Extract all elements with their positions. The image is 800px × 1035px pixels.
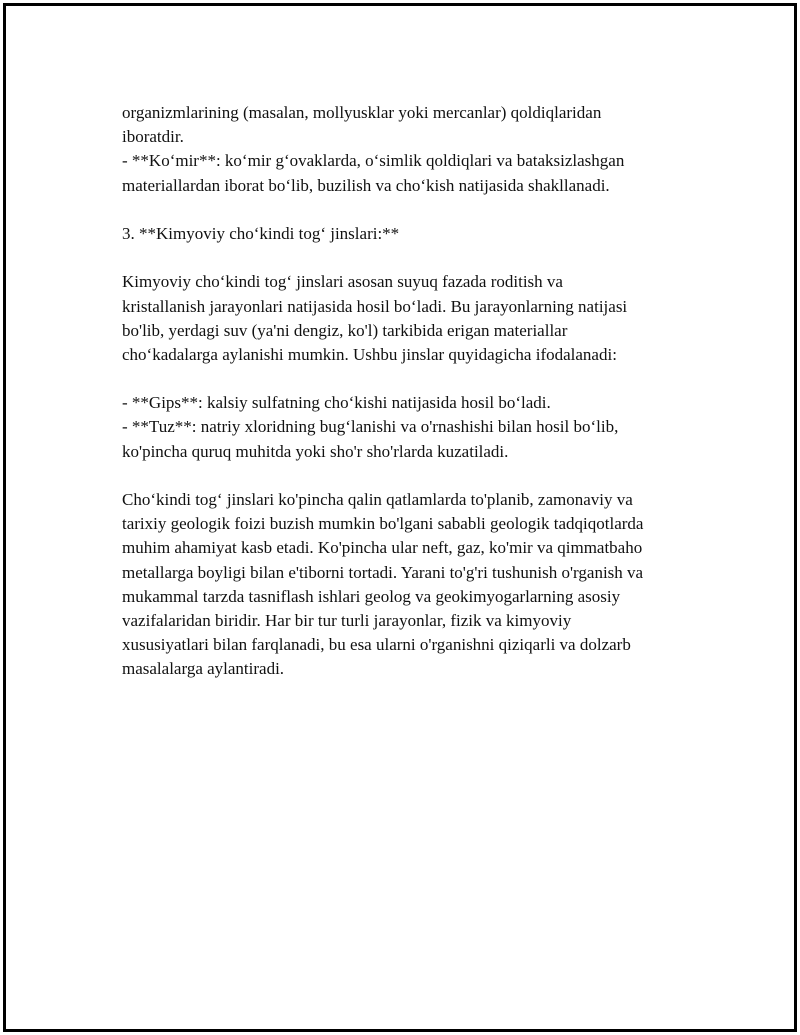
paragraph-spacer (122, 198, 697, 222)
text-line: xususiyatlari bilan farqlanadi, bu esa ularni o'rganishni qiziqarli va dolzarb (122, 635, 631, 655)
text-line: ko'pincha quruq muhitda yoki sho'r sho'rlarda kuzatiladi. (122, 441, 509, 461)
text-line: kristallanish jarayonlari natijasida hosil bo‘ladi. Bu jarayonlarning natijasi (122, 296, 628, 316)
paragraph-kimyoviy-intro (122, 270, 697, 367)
text-line: tarixiy geologik foizi buzish mumkin bo'lgani sababli geologik tadqiqotlarda (122, 514, 644, 534)
paragraph-spacer (122, 246, 697, 270)
list-item: - **Tuz**: natriy xloridning bug‘lanishi va o'rnashishi bilan hosil bo‘lib, (122, 417, 619, 437)
page-frame (3, 3, 797, 1032)
paragraph-conclusion (122, 488, 697, 682)
text-line: vazifalaridan biridir. Har bir tur turli jarayonlar, fizik va kimyoviy (122, 610, 572, 630)
text-line: Kimyoviy cho‘kindi tog‘ jinslari asosan suyuq fazada roditish va (122, 272, 563, 292)
text-line: cho‘kadalarga aylanishi mumkin. Ushbu jinslar quyidagicha ifodalanadi: (122, 344, 617, 364)
section-heading: 3. **Kimyoviy cho‘kindi tog‘ jinslari:** (122, 223, 400, 243)
text-line: masalalarga aylantiradi. (122, 659, 285, 679)
document-body (122, 101, 697, 682)
text-line: iboratdir. (122, 127, 184, 147)
paragraph-komir (122, 101, 697, 198)
paragraph-spacer (122, 367, 697, 391)
text-line: bo'lib, yerdagi suv (ya'ni dengiz, ko'l) tarkibida erigan materiallar (122, 320, 568, 340)
text-line: - **Ko‘mir**: ko‘mir g‘ovaklarda, o‘simlik qoldiqlari va bataksizlashgan (122, 151, 625, 171)
list-item: - **Gips**: kalsiy sulfatning cho‘kishi natijasida hosil bo‘ladi. (122, 393, 551, 413)
text-line: organizmlarining (masalan, mollyusklar yoki mercanlar) qoldiqlaridan (122, 103, 602, 122)
text-line: metallarga boyligi bilan e'tiborni tortadi. Yarani to'g'ri tushunish o'rganish va (122, 562, 644, 582)
text-line: muhim ahamiyat kasb etadi. Ko'pincha ular neft, gaz, ko'mir va qimmatbaho (122, 538, 643, 558)
text-line: mukammal tarzda tasniflash ishlari geolog va geokimyogarlarning asosiy (122, 586, 621, 606)
list-gips-tuz (122, 391, 697, 464)
text-line: materiallardan iborat bo‘lib, buzilish va cho‘kish natijasida shakllanadi. (122, 175, 610, 195)
paragraph-spacer (122, 464, 697, 488)
text-line: Cho‘kindi tog‘ jinslari ko'pincha qalin qatlamlarda to'planib, zamonaviy va (122, 490, 633, 509)
